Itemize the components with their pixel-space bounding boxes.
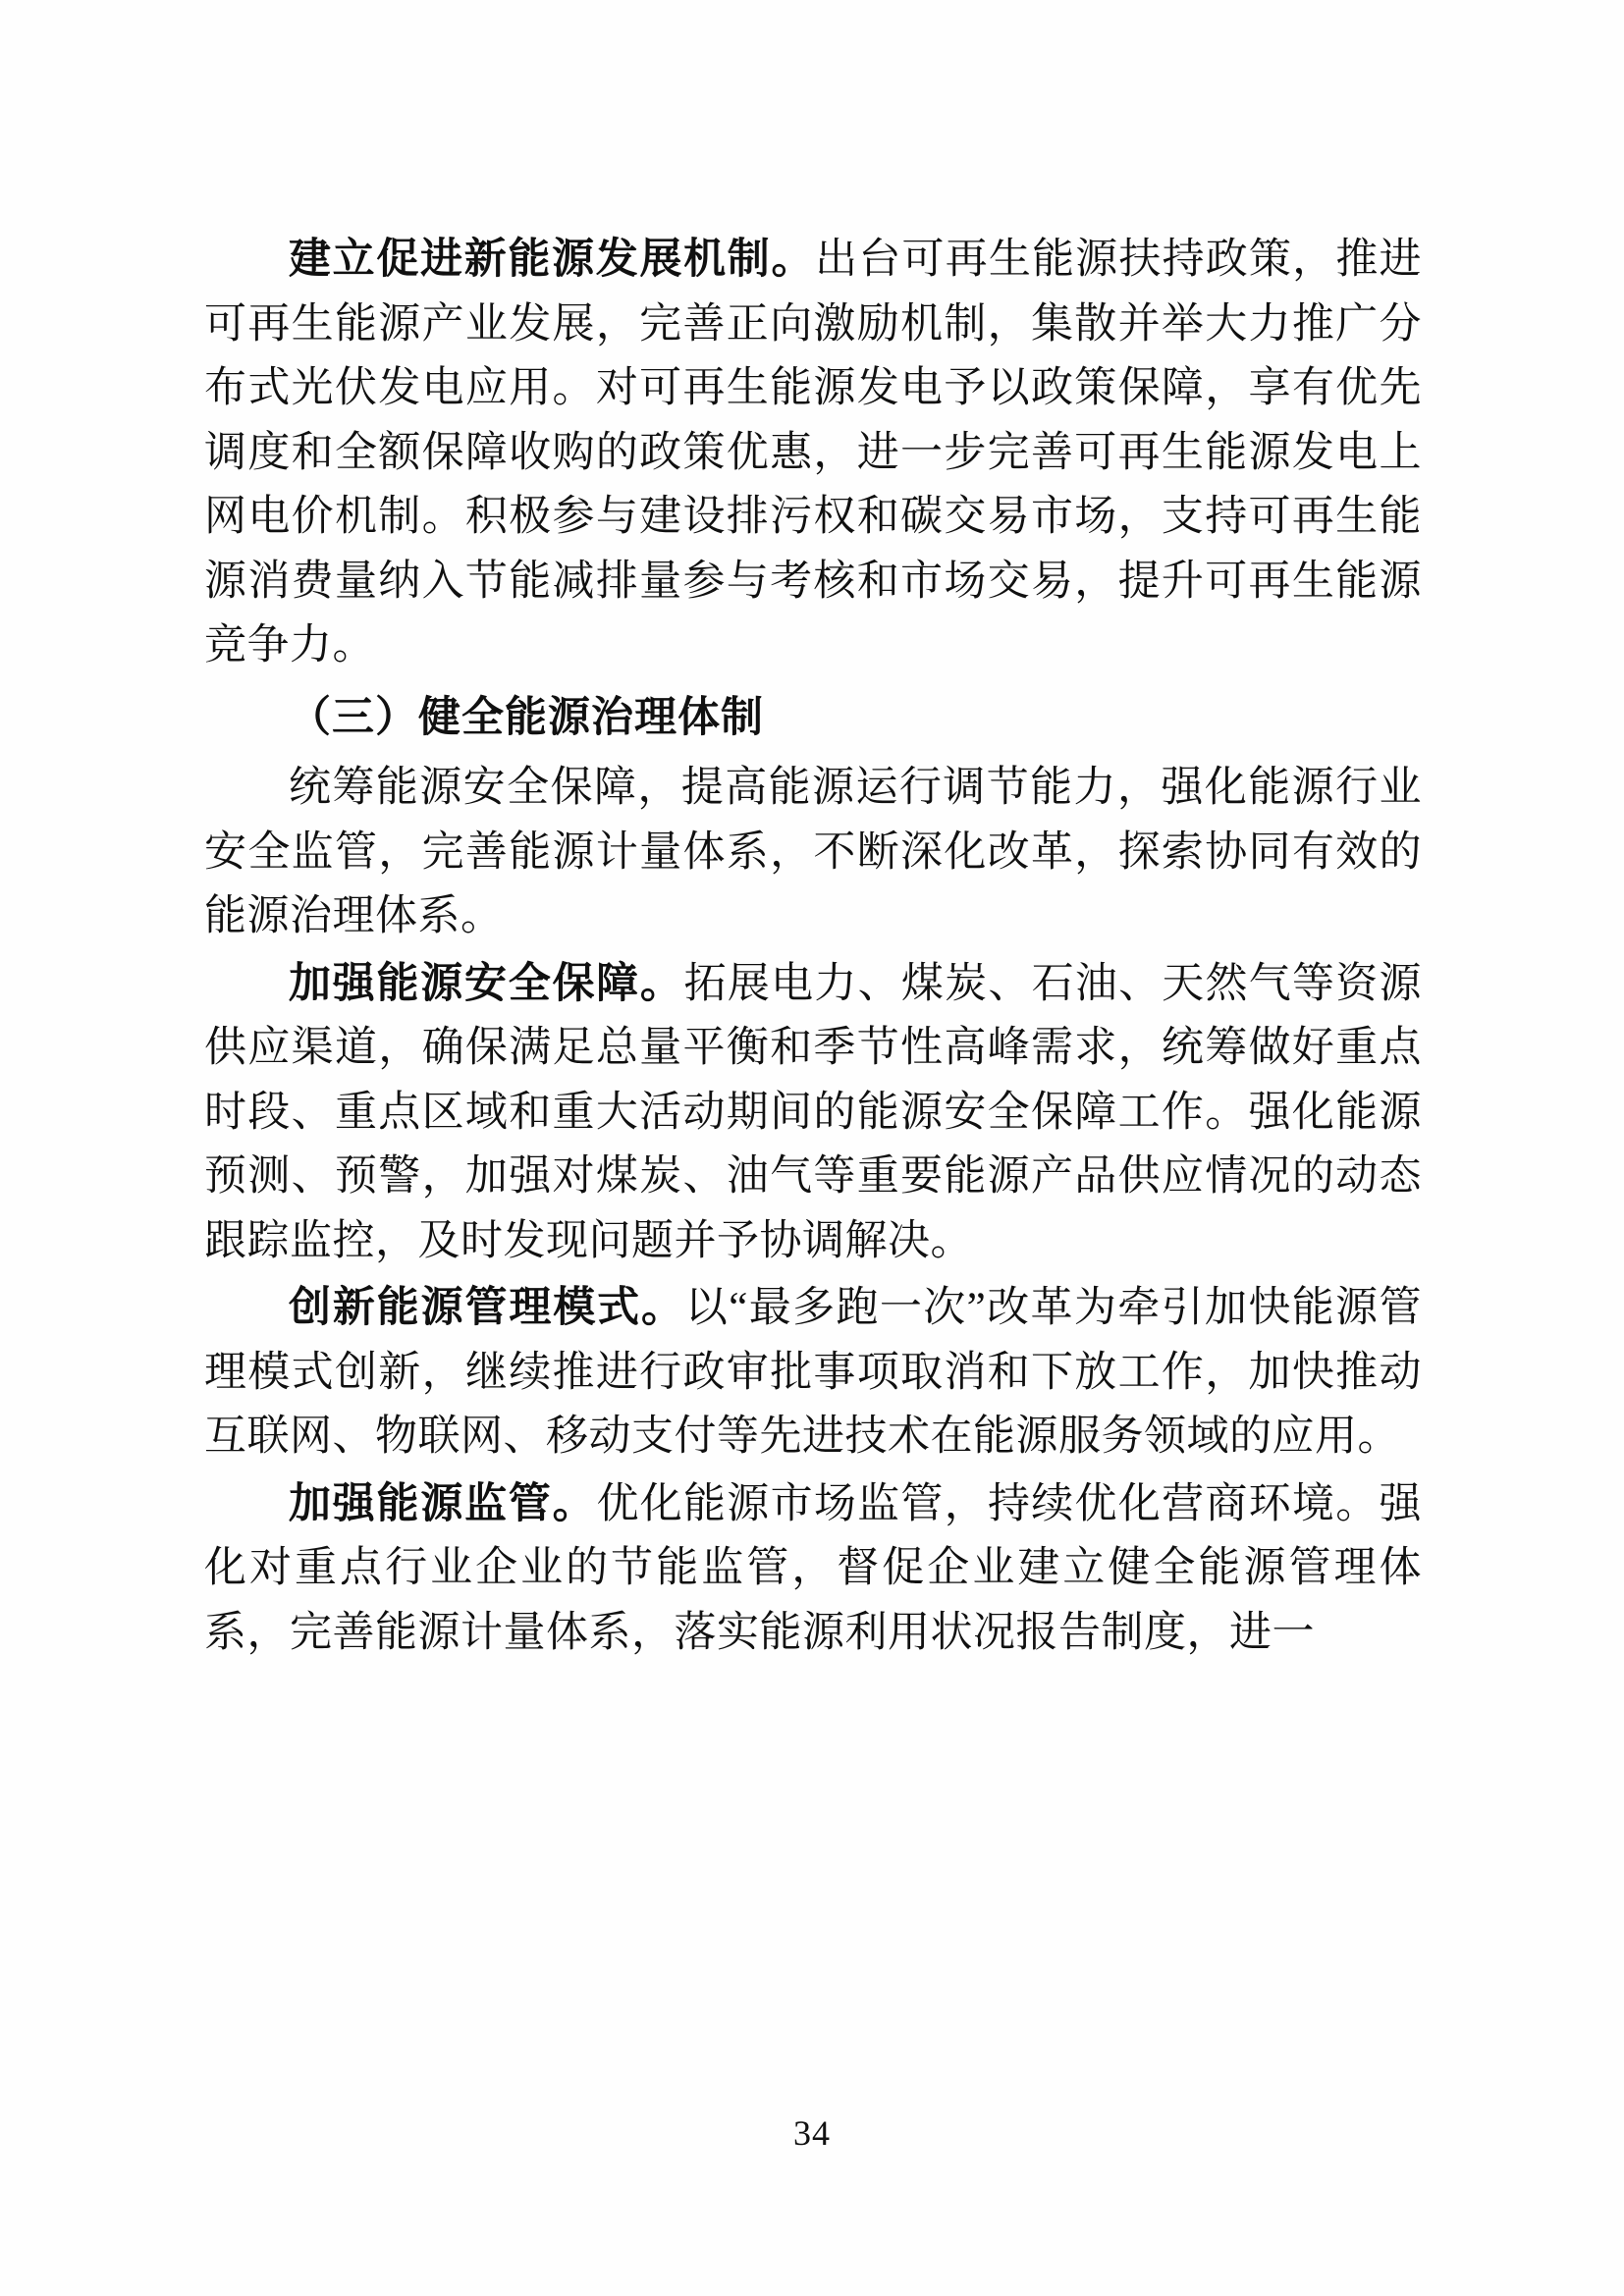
paragraph-lead-phrase: 加强能源安全保障。 — [289, 958, 684, 1008]
page-content — [204, 228, 1422, 1665]
paragraph-body-text: 统筹能源安全保障，提高能源运行调节能力，强化能源行业安全监管，完善能源计量体系，不断深化改革，探索协同有效的能源治理体系。 — [204, 765, 1422, 939]
paragraph-body-text: 出台可再生能源扶持政策，推进可再生能源产业发展，完善正向激励机制，集散并举大力推广分布式光伏发电应用。对可再生能源发电予以政策保障，享有优先调度和全额保障收购的政策优惠，进一步完善可再生能源发电上网电价机制。积极参与建设排污权和碳交易市场，支持可再生能源消费量纳入节能减排量参与考核和市场交易，提升可再生能源竞争力。 — [204, 237, 1423, 668]
paragraph-energy-security — [204, 952, 1422, 1274]
paragraph-new-energy-mechanism — [204, 228, 1422, 678]
paragraph-body-text: 优化能源市场监管，持续优化营商环境。强化对重点行业企业的节能监管，督促企业建立健全能源管理体系，完善能源计量体系，落实能源利用状况报告制度，进一 — [204, 1480, 1423, 1656]
paragraph-lead-phrase: 建立促进新能源发展机制。 — [289, 235, 816, 284]
paragraph-energy-supervision — [204, 1472, 1422, 1666]
paragraph-body-text: 以“最多跑一次”改革为牵引加快能源管理模式创新，继续推进行政审批事项取消和下放工作，加快推动互联网、物联网、移动支付等先进技术在能源服务领域的应用。 — [204, 1285, 1423, 1460]
paragraph-lead-phrase: 创新能源管理模式。 — [289, 1283, 685, 1332]
paragraph-lead-phrase: 加强能源监管。 — [289, 1478, 597, 1528]
paragraph-governance-intro — [204, 756, 1422, 949]
paragraph-management-innovation — [204, 1276, 1422, 1469]
page-number: 34 — [793, 2113, 831, 2153]
paragraph-body-text: 拓展电力、煤炭、石油、天然气等资源供应渠道，确保满足总量平衡和季节性高峰需求，统筹做好重点时段、重点区域和重大活动期间的能源安全保障工作。强化能源预测、预警，加强对煤炭、油气等重要能源产品供应情况的动态跟踪监控，及时发现问题并予协调解决。 — [204, 960, 1423, 1264]
section-heading-energy-governance: （三）健全能源治理体制 — [289, 692, 764, 742]
